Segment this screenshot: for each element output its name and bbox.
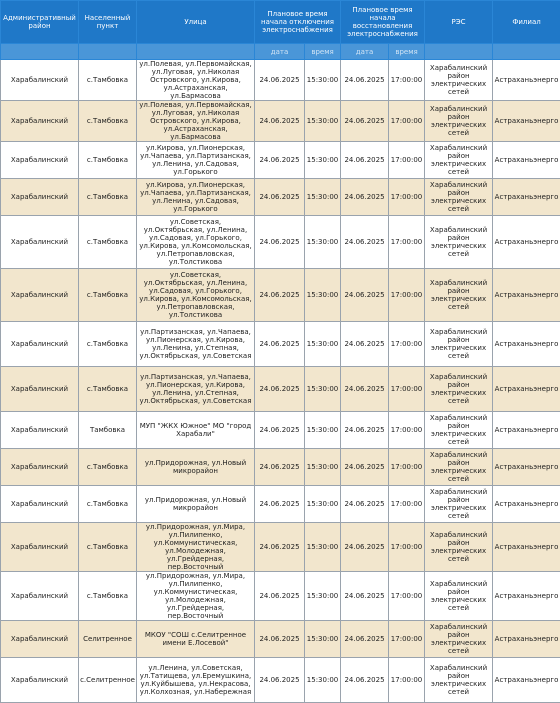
cell-off-time: 15:30:00 bbox=[305, 523, 341, 572]
cell-branch: Астраханьэнерго bbox=[493, 449, 560, 486]
cell-off-date: 24.06.2025 bbox=[255, 658, 305, 703]
cell-on-time: 17:00:00 bbox=[389, 216, 425, 269]
cell-branch: Астраханьэнерго bbox=[493, 621, 560, 658]
subheader-blank bbox=[79, 44, 137, 60]
cell-on-date: 24.06.2025 bbox=[341, 322, 389, 367]
table-row bbox=[1, 412, 560, 449]
cell-district: Харабалинский bbox=[1, 412, 79, 449]
cell-settlement: с.Тамбовка bbox=[79, 486, 137, 523]
cell-on-time: 17:00:00 bbox=[389, 449, 425, 486]
cell-street: ул.Ленина, ул.Советская, ул.Татищева, ул.Еремушкина, ул.Куйбышева, ул.Некрасова, ул.Колхозная, ул.Набережная bbox=[137, 658, 255, 703]
subheader-blank bbox=[425, 44, 493, 60]
cell-res: Харабалинский район электрических сетей bbox=[425, 322, 493, 367]
cell-on-time: 17:00:00 bbox=[389, 142, 425, 179]
cell-on-time: 17:00:00 bbox=[389, 621, 425, 658]
cell-district: Харабалинский bbox=[1, 523, 79, 572]
cell-street: ул.Советская, ул.Октябрьская, ул.Ленина, ул.Садовая, ул.Горького, ул.Кирова, ул.Комсомольская, ул.Петропавловская, ул.Толстикова bbox=[137, 216, 255, 269]
cell-settlement: с.Тамбовка bbox=[79, 216, 137, 269]
cell-branch: Астраханьэнерго bbox=[493, 322, 560, 367]
cell-street: ул.Партизанская, ул.Чапаева, ул.Пионерская, ул.Кирова, ул.Ленина, ул.Степная, ул.Октябрьская, ул.Советская bbox=[137, 367, 255, 412]
cell-res: Харабалинский район электрических сетей bbox=[425, 367, 493, 412]
cell-branch: Астраханьэнерго bbox=[493, 572, 560, 621]
table-row bbox=[1, 322, 560, 367]
cell-settlement: с.Тамбовка bbox=[79, 101, 137, 142]
cell-on-date: 24.06.2025 bbox=[341, 60, 389, 101]
cell-off-date: 24.06.2025 bbox=[255, 216, 305, 269]
cell-off-date: 24.06.2025 bbox=[255, 269, 305, 322]
cell-off-date: 24.06.2025 bbox=[255, 412, 305, 449]
cell-off-time: 15:30:00 bbox=[305, 572, 341, 621]
cell-off-date: 24.06.2025 bbox=[255, 572, 305, 621]
cell-res: Харабалинский район электрических сетей bbox=[425, 658, 493, 703]
table-row bbox=[1, 621, 560, 658]
cell-district: Харабалинский bbox=[1, 367, 79, 412]
cell-district: Харабалинский bbox=[1, 142, 79, 179]
table-row bbox=[1, 658, 560, 703]
table-row bbox=[1, 60, 560, 101]
cell-settlement: с.Тамбовка bbox=[79, 142, 137, 179]
cell-on-date: 24.06.2025 bbox=[341, 142, 389, 179]
cell-off-time: 15:30:00 bbox=[305, 621, 341, 658]
cell-off-date: 24.06.2025 bbox=[255, 60, 305, 101]
cell-district: Харабалинский bbox=[1, 179, 79, 216]
cell-street: ул.Полевая, ул.Первомайская, ул.Луговая, ул.Николая Островского, ул.Кирова, ул.Астраханская, ул.Бармасова bbox=[137, 60, 255, 101]
cell-off-date: 24.06.2025 bbox=[255, 322, 305, 367]
cell-district: Харабалинский bbox=[1, 216, 79, 269]
cell-on-date: 24.06.2025 bbox=[341, 412, 389, 449]
cell-on-time: 17:00:00 bbox=[389, 523, 425, 572]
cell-on-date: 24.06.2025 bbox=[341, 179, 389, 216]
cell-settlement: с.Тамбовка bbox=[79, 449, 137, 486]
cell-street: ул.Советская, ул.Октябрьская, ул.Ленина, ул.Садовая, ул.Горького, ул.Кирова, ул.Комсомольская, ул.Петропавловская, ул.Толстикова bbox=[137, 269, 255, 322]
cell-district: Харабалинский bbox=[1, 486, 79, 523]
table-row bbox=[1, 523, 560, 572]
cell-res: Харабалинский район электрических сетей bbox=[425, 60, 493, 101]
table-row bbox=[1, 449, 560, 486]
cell-off-time: 15:30:00 bbox=[305, 412, 341, 449]
cell-off-date: 24.06.2025 bbox=[255, 621, 305, 658]
cell-branch: Астраханьэнерго bbox=[493, 179, 560, 216]
cell-street: ул.Полевая, ул.Первомайская, ул.Луговая, ул.Николая Островского, ул.Кирова, ул.Астраханская, ул.Бармасова bbox=[137, 101, 255, 142]
cell-on-time: 17:00:00 bbox=[389, 322, 425, 367]
cell-on-time: 17:00:00 bbox=[389, 658, 425, 703]
cell-on-date: 24.06.2025 bbox=[341, 523, 389, 572]
subheader-off-date: дата bbox=[255, 44, 305, 60]
cell-off-date: 24.06.2025 bbox=[255, 523, 305, 572]
cell-on-date: 24.06.2025 bbox=[341, 449, 389, 486]
cell-on-time: 17:00:00 bbox=[389, 101, 425, 142]
cell-res: Харабалинский район электрических сетей bbox=[425, 269, 493, 322]
cell-district: Харабалинский bbox=[1, 658, 79, 703]
cell-branch: Астраханьэнерго bbox=[493, 216, 560, 269]
cell-branch: Астраханьэнерго bbox=[493, 523, 560, 572]
cell-settlement: с.Селитренное bbox=[79, 658, 137, 703]
table-body bbox=[1, 60, 560, 703]
header-res: РЭС bbox=[425, 1, 493, 44]
table-row bbox=[1, 572, 560, 621]
cell-settlement: с.Тамбовка bbox=[79, 179, 137, 216]
cell-branch: Астраханьэнерго bbox=[493, 367, 560, 412]
cell-on-time: 17:00:00 bbox=[389, 179, 425, 216]
subheader-on-date: дата bbox=[341, 44, 389, 60]
cell-street: МКОУ "СОШ с.Селитренное имени Е.Лосевой" bbox=[137, 621, 255, 658]
cell-off-time: 15:30:00 bbox=[305, 216, 341, 269]
cell-branch: Астраханьэнерго bbox=[493, 60, 560, 101]
cell-on-time: 17:00:00 bbox=[389, 572, 425, 621]
cell-off-time: 15:30:00 bbox=[305, 486, 341, 523]
cell-on-date: 24.06.2025 bbox=[341, 621, 389, 658]
table-row bbox=[1, 101, 560, 142]
cell-street: ул.Партизанская, ул.Чапаева, ул.Пионерская, ул.Кирова, ул.Ленина, ул.Степная, ул.Октябрьская, ул.Советская bbox=[137, 322, 255, 367]
header-planned-off: Плановое время начала отключения электроснабжения bbox=[255, 1, 341, 44]
cell-off-time: 15:30:00 bbox=[305, 142, 341, 179]
subheader-blank bbox=[493, 44, 560, 60]
cell-res: Харабалинский район электрических сетей bbox=[425, 621, 493, 658]
cell-on-date: 24.06.2025 bbox=[341, 486, 389, 523]
cell-district: Харабалинский bbox=[1, 269, 79, 322]
cell-settlement: с.Тамбовка bbox=[79, 322, 137, 367]
header-branch: Филиал bbox=[493, 1, 560, 44]
cell-on-time: 17:00:00 bbox=[389, 486, 425, 523]
cell-off-time: 15:30:00 bbox=[305, 60, 341, 101]
cell-off-time: 15:30:00 bbox=[305, 658, 341, 703]
table-row bbox=[1, 142, 560, 179]
subheader-off-time: время bbox=[305, 44, 341, 60]
cell-off-date: 24.06.2025 bbox=[255, 449, 305, 486]
cell-district: Харабалинский bbox=[1, 60, 79, 101]
cell-off-time: 15:30:00 bbox=[305, 449, 341, 486]
table-row bbox=[1, 216, 560, 269]
cell-branch: Астраханьэнерго bbox=[493, 101, 560, 142]
table-row bbox=[1, 179, 560, 216]
cell-street: ул.Кирова, ул.Пионерская, ул.Чапаева, ул.Партизанская, ул.Ленина, ул.Садовая, ул.Горького bbox=[137, 179, 255, 216]
cell-off-time: 15:30:00 bbox=[305, 101, 341, 142]
cell-street: ул.Придорожная, ул.Новый микрорайон bbox=[137, 486, 255, 523]
cell-district: Харабалинский bbox=[1, 322, 79, 367]
cell-res: Харабалинский район электрических сетей bbox=[425, 523, 493, 572]
cell-off-date: 24.06.2025 bbox=[255, 179, 305, 216]
header-district: Административный район bbox=[1, 1, 79, 44]
table-row bbox=[1, 367, 560, 412]
cell-street: ул.Придорожная, ул.Мира, ул.Пилипенко, ул.Коммунистическая, ул.Молодежная, ул.Грейдерная, пер.Восточный bbox=[137, 523, 255, 572]
cell-settlement: с.Тамбовка bbox=[79, 523, 137, 572]
cell-on-time: 17:00:00 bbox=[389, 60, 425, 101]
cell-branch: Астраханьэнерго bbox=[493, 486, 560, 523]
cell-settlement: с.Тамбовка bbox=[79, 367, 137, 412]
table-row bbox=[1, 269, 560, 322]
subheader-blank bbox=[1, 44, 79, 60]
cell-settlement: с.Тамбовка bbox=[79, 60, 137, 101]
cell-branch: Астраханьэнерго bbox=[493, 412, 560, 449]
cell-off-time: 15:30:00 bbox=[305, 322, 341, 367]
subheader-blank bbox=[137, 44, 255, 60]
table-row bbox=[1, 486, 560, 523]
cell-res: Харабалинский район электрических сетей bbox=[425, 449, 493, 486]
cell-on-date: 24.06.2025 bbox=[341, 101, 389, 142]
cell-branch: Астраханьэнерго bbox=[493, 658, 560, 703]
header-settlement: Населенный пункт bbox=[79, 1, 137, 44]
cell-street: МУП "ЖКХ Южное" МО "город Харабали" bbox=[137, 412, 255, 449]
cell-district: Харабалинский bbox=[1, 621, 79, 658]
cell-on-date: 24.06.2025 bbox=[341, 658, 389, 703]
cell-settlement: Тамбовка bbox=[79, 412, 137, 449]
cell-on-date: 24.06.2025 bbox=[341, 572, 389, 621]
cell-branch: Астраханьэнерго bbox=[493, 142, 560, 179]
cell-res: Харабалинский район электрических сетей bbox=[425, 572, 493, 621]
cell-settlement: с.Тамбовка bbox=[79, 572, 137, 621]
cell-settlement: Селитренное bbox=[79, 621, 137, 658]
subheader-on-time: время bbox=[389, 44, 425, 60]
cell-district: Харабалинский bbox=[1, 572, 79, 621]
header-street: Улица bbox=[137, 1, 255, 44]
cell-res: Харабалинский район электрических сетей bbox=[425, 216, 493, 269]
cell-off-date: 24.06.2025 bbox=[255, 486, 305, 523]
cell-settlement: с.Тамбовка bbox=[79, 269, 137, 322]
cell-street: ул.Придорожная, ул.Новый микрорайон bbox=[137, 449, 255, 486]
cell-off-time: 15:30:00 bbox=[305, 367, 341, 412]
cell-res: Харабалинский район электрических сетей bbox=[425, 142, 493, 179]
cell-off-date: 24.06.2025 bbox=[255, 101, 305, 142]
cell-res: Харабалинский район электрических сетей bbox=[425, 412, 493, 449]
cell-on-time: 17:00:00 bbox=[389, 412, 425, 449]
cell-off-time: 15:30:00 bbox=[305, 179, 341, 216]
cell-off-date: 24.06.2025 bbox=[255, 142, 305, 179]
cell-on-date: 24.06.2025 bbox=[341, 367, 389, 412]
cell-on-date: 24.06.2025 bbox=[341, 216, 389, 269]
table-header bbox=[1, 1, 560, 60]
cell-branch: Астраханьэнерго bbox=[493, 269, 560, 322]
cell-street: ул.Придорожная, ул.Мира, ул.Пилипенко, ул.Коммунистическая, ул.Молодежная, ул.Грейдерная, пер.Восточный bbox=[137, 572, 255, 621]
cell-off-date: 24.06.2025 bbox=[255, 367, 305, 412]
cell-on-time: 17:00:00 bbox=[389, 367, 425, 412]
cell-off-time: 15:30:00 bbox=[305, 269, 341, 322]
cell-street: ул.Кирова, ул.Пионерская, ул.Чапаева, ул.Партизанская, ул.Ленина, ул.Садовая, ул.Горького bbox=[137, 142, 255, 179]
cell-on-time: 17:00:00 bbox=[389, 269, 425, 322]
cell-res: Харабалинский район электрических сетей bbox=[425, 486, 493, 523]
cell-district: Харабалинский bbox=[1, 449, 79, 486]
header-planned-on: Плановое время начала восстановления электроснабжения bbox=[341, 1, 425, 44]
cell-district: Харабалинский bbox=[1, 101, 79, 142]
cell-res: Харабалинский район электрических сетей bbox=[425, 179, 493, 216]
cell-res: Харабалинский район электрических сетей bbox=[425, 101, 493, 142]
cell-on-date: 24.06.2025 bbox=[341, 269, 389, 322]
